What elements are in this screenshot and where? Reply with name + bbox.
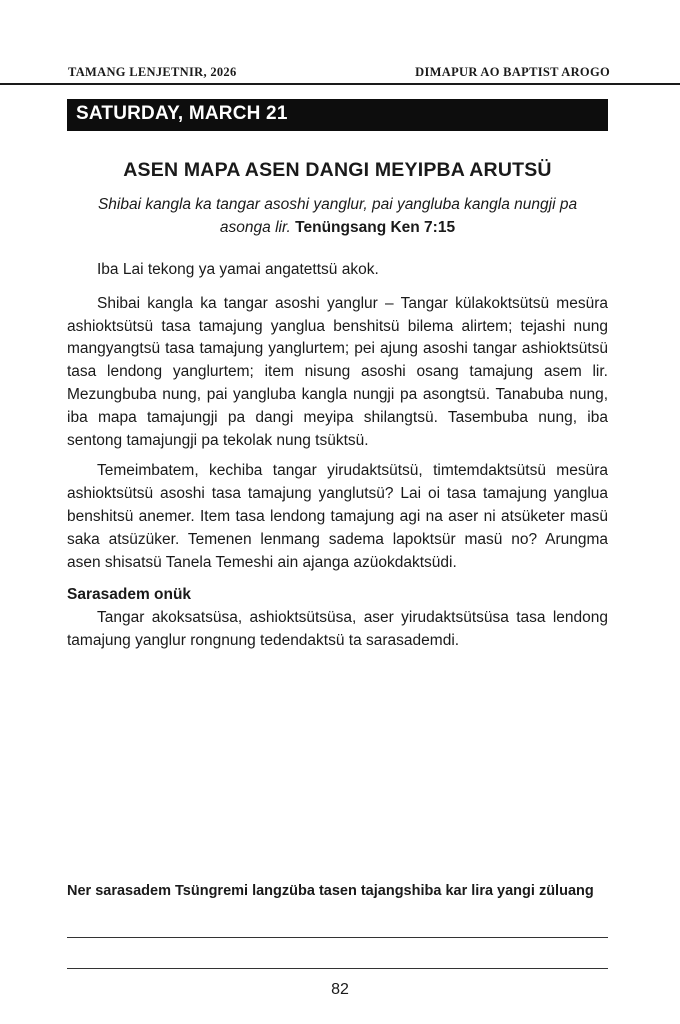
verse-reference: Tenüngsang Ken 7:15 [295, 219, 456, 236]
header-divider [0, 83, 680, 85]
date-banner: SATURDAY, MARCH 21 [67, 99, 608, 131]
reflection-question: Ner sarasadem Tsüngremi langzüba tasen tajangshiba kar lira yangi züluang [67, 883, 594, 899]
page-title: ASEN MAPA ASEN DANGI MEYIPBA ARUTSÜ [123, 159, 552, 181]
paragraph: Temeimbatem, kechiba tangar yirudaktsütsü, timtemdaktsütsü mesüra ashioktsütsü asoshi tasa tamajung yanglutsü? Lai oi tasa tamajung yanglua benshitsü anemer. Item tasa lendong tamajung agi na aser ni atsüketer masü saka atsüzüker. Temenen lenmang sadema lapoktsür masü no? Arungma asen shisatsü Tanela Temeshi ain ajanga azüokdaktsüdi. [67, 462, 608, 571]
paragraph: Shibai kangla ka tangar asoshi yanglur – Tangar külakoktsütsü mesüra ashioktsütsü tasa tamajung yanglua benshitsü bilema alirtem; tejashi nung mangyangtsü tasa tamajung yanglurtem; pei ajung asoshi tangar ashioktsütsü tasa lendong yanglurtem; item nisung asoshi osang tamajung asem lir. Mezungbuba nung, pai yangluba kangla nungji pa asongtsü. Tanabuba nung, iba mapa tamajungji pa dangi meyipa shilangtsü. Tasembuba nung, iba sentong tamajungji pa tekolak nung tsüktsü. [67, 294, 608, 449]
memory-verse [80, 193, 595, 239]
page-number: 82 [331, 981, 349, 998]
answer-line[interactable] [67, 968, 608, 969]
running-header [68, 62, 610, 82]
reflection-heading: Sarasadem onük [67, 586, 192, 604]
paragraph: Iba Lai tekong ya yamai angatettsü akok. [97, 261, 379, 278]
header-right: DIMAPUR AO BAPTIST AROGO [415, 65, 610, 79]
header-left: TAMANG LENJETNIR, 2026 [68, 65, 237, 79]
answer-line[interactable] [67, 937, 608, 938]
devotional-body [67, 259, 608, 661]
reflection-text: Tangar akoksatsüsa, ashioktsütsüsa, aser yirudaktsütsüsa tasa lendong tamajung yanglur rongnung tedendaktsü ta sarasademdi. [67, 609, 608, 649]
verse-text: Shibai kangla ka tangar asoshi yanglur, pai yangluba kangla nungji pa asonga lir. [97, 196, 578, 236]
